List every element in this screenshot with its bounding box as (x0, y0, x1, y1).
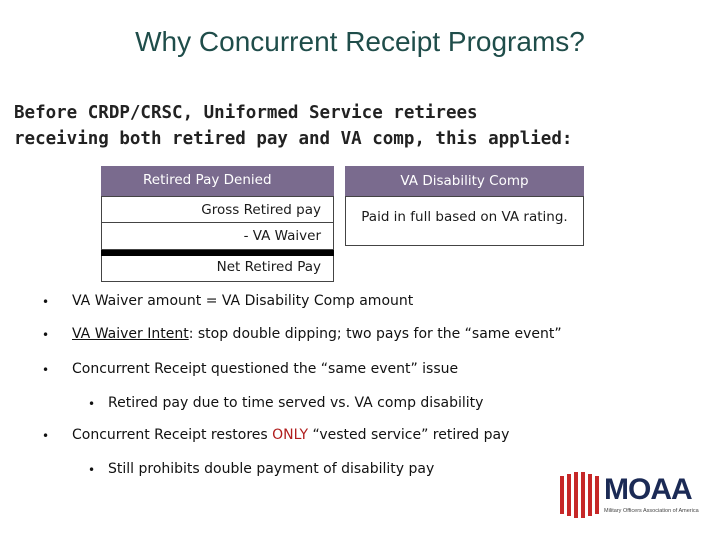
bullet-2 (72, 326, 562, 342)
waiver-intent-label: VA Waiver Intent (72, 326, 189, 342)
net-retired-pay-cell: Net Retired Pay (101, 256, 334, 282)
only-highlight: ONLY (272, 427, 309, 443)
bullet-dot: • (42, 363, 50, 377)
sub-bullet-4: Still prohibits double payment of disability pay (108, 461, 435, 477)
gross-retired-pay-cell: Gross Retired pay (101, 196, 334, 223)
bullet-3: Concurrent Receipt questioned the “same event” issue (72, 361, 459, 377)
intro-line-2: receiving both retired pay and VA comp, this applied: (14, 129, 573, 149)
bullet-dot: • (42, 295, 50, 309)
intro-line-1: Before CRDP/CRSC, Uniformed Service retirees (14, 103, 478, 123)
retired-pay-denied-header: Retired Pay Denied (101, 166, 334, 196)
moaa-wordmark: MOAA (604, 473, 692, 506)
intro-text (14, 100, 714, 152)
slide-title: Why Concurrent Receipt Programs? (135, 26, 585, 57)
stripes-icon (558, 470, 600, 520)
waiver-intent-text: : stop double dipping; two pays for the “same event” (188, 326, 562, 342)
moaa-logo (558, 470, 700, 520)
bullet-4-rest: “vested service” retired pay (308, 427, 510, 443)
va-disability-comp-header: VA Disability Comp (345, 166, 584, 196)
sub-bullet-dot: • (88, 397, 96, 411)
bullet-1: VA Waiver amount = VA Disability Comp amount (72, 293, 414, 309)
bullet-4 (72, 427, 509, 443)
bullet-dot: • (42, 328, 50, 342)
sub-bullet-3: Retired pay due to time served vs. VA comp disability (108, 395, 484, 411)
sub-bullet-dot: • (88, 463, 96, 477)
moaa-subtitle: Military Officers Association of America (604, 508, 699, 514)
bullet-dot: • (42, 429, 50, 443)
va-waiver-cell: - VA Waiver (101, 223, 334, 250)
bullet-4-prefix: Concurrent Receipt restores (72, 427, 273, 443)
paid-in-full-cell: Paid in full based on VA rating. (345, 196, 584, 246)
